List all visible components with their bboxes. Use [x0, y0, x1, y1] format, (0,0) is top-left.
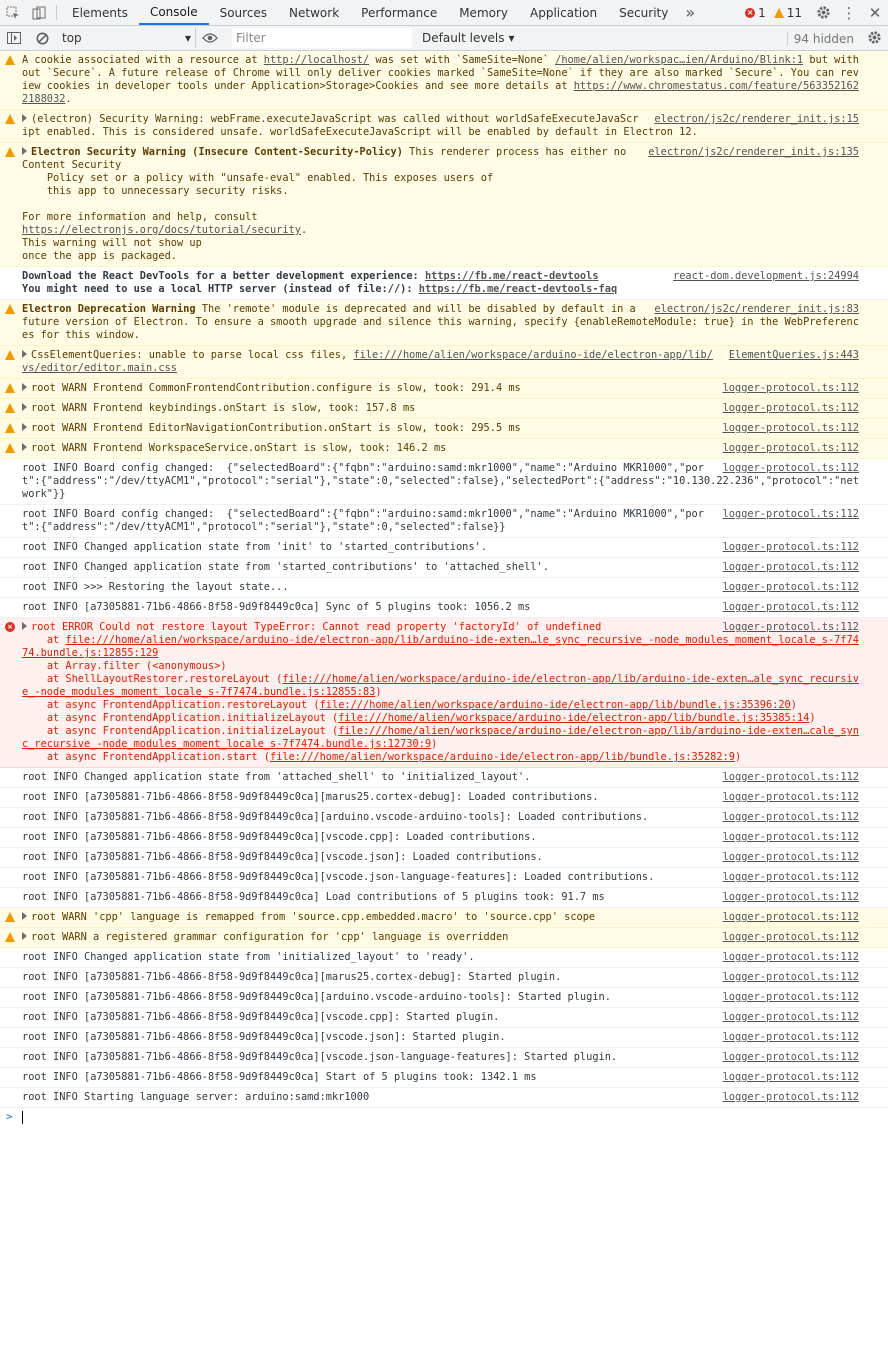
filter-input[interactable]: [232, 28, 412, 48]
console-message-warn: [0, 300, 888, 346]
message-text: root INFO [a7305881-71b6-4866-8f58-9d9f8449c0ca] Sync of 5 plugins took: 1056.2 ms: [22, 601, 531, 613]
message-source-link[interactable]: logger-protocol.ts:112: [722, 971, 859, 983]
console-message-warn: [0, 419, 888, 439]
execution-context-label: top: [62, 31, 82, 45]
warning-icon: [5, 147, 15, 157]
message-text: root INFO Board config changed: {"selectedBoard":{"fqbn":"arduino:samd:mkr1000","name":"Arduino MKR1000","port":{"address":"/dev/ttyACM1","protocol":"serial"},"state":0,"selected":false}}: [22, 508, 704, 533]
message-link[interactable]: file:///home/alien/workspace/arduino-ide/electron-app/lib/bundle.js:35385:14: [338, 712, 810, 724]
message-text: .: [65, 93, 72, 105]
console-message-info: [0, 888, 888, 908]
message-source-link[interactable]: logger-protocol.ts:112: [722, 891, 859, 903]
message-source-link[interactable]: logger-protocol.ts:112: [722, 951, 859, 963]
sidebar-toggle-icon[interactable]: [0, 26, 28, 51]
tab-sources[interactable]: Sources: [219, 5, 268, 20]
error-icon: ×: [746, 7, 754, 17]
message-text: root INFO [a7305881-71b6-4866-8f58-9d9f8449c0ca][vscode.json-language-features]: Started plugin.: [22, 1051, 618, 1063]
message-source-link[interactable]: logger-protocol.ts:112: [722, 508, 859, 520]
console-message-warn: [0, 346, 888, 379]
toolbar-divider: [56, 5, 57, 20]
message-link[interactable]: file:///home/alien/workspace/arduino-ide/electron-app/lib/arduino-ide-exten…le_sync_recursive_-node_modules_moment_locale_s-7f7474.bundle.js:12855:129: [22, 634, 859, 659]
expand-triangle-icon[interactable]: [22, 932, 27, 940]
warning-icon: [5, 350, 15, 360]
dropdown-arrow-icon: ▾: [184, 31, 191, 45]
tab-console[interactable]: Console: [139, 0, 209, 25]
kebab-menu-icon[interactable]: ⋮: [841, 3, 857, 22]
clear-console-icon[interactable]: [28, 26, 56, 51]
warning-icon: [5, 383, 15, 393]
expand-triangle-icon[interactable]: [22, 443, 27, 451]
warning-count: 11: [786, 5, 802, 20]
console-message-info: [0, 988, 888, 1008]
warning-icon: [5, 443, 15, 453]
message-source-link[interactable]: logger-protocol.ts:112: [722, 811, 859, 823]
message-source-link[interactable]: logger-protocol.ts:112: [722, 382, 859, 394]
message-text: root INFO [a7305881-71b6-4866-8f58-9d9f8449c0ca][marus25.cortex-debug]: Started plugin.: [22, 971, 562, 983]
message-text: root WARN 'cpp' language is remapped from 'source.cpp.embedded.macro' to 'source.cpp' scope: [31, 911, 596, 923]
message-source-link[interactable]: electron/js2c/renderer_init.js:135: [648, 146, 859, 158]
message-link[interactable]: file:///home/alien/workspace/arduino-ide/electron-app/lib/arduino-ide-exten…ale_sync_recursive_-node_modules_moment_locale_s-7f7474.bundle.js:12855:83: [22, 673, 859, 698]
message-text: Electron Deprecation Warning: [22, 303, 196, 315]
message-source-link[interactable]: logger-protocol.ts:112: [722, 561, 859, 573]
console-message-info: [0, 598, 888, 618]
console-message-info: [0, 1008, 888, 1028]
tab-elements[interactable]: Elements: [72, 5, 128, 20]
message-text: root WARN Frontend CommonFrontendContribution.configure is slow, took: 291.4 ms: [31, 382, 521, 394]
message-text: ) at async FrontendApplication.restoreLayout (: [46, 686, 382, 711]
console-message-info: [0, 968, 888, 988]
message-text: You might need to use a local HTTP server (instead of file://):: [22, 283, 413, 295]
warning-icon: [5, 932, 15, 942]
message-text: ) at async FrontendApplication.start (: [46, 738, 438, 763]
inspect-element-icon[interactable]: [0, 0, 26, 25]
message-text: root INFO [a7305881-71b6-4866-8f58-9d9f8449c0ca][vscode.cpp]: Loaded contributions.: [22, 831, 537, 843]
error-counter[interactable]: [745, 6, 766, 20]
message-text: root INFO Board config changed: {"selectedBoard":{"fqbn":"arduino:samd:mkr1000","name":"Arduino MKR1000","port":{"address":"/dev/ttyACM1","protocol":"serial"},"state":0,"selected":false},"selectedPort":{"address":"10.130.22.236","protocol":"network"}}: [22, 462, 859, 500]
message-text: root INFO [a7305881-71b6-4866-8f58-9d9f8449c0ca][vscode.json-language-features]: Loaded contributions.: [22, 871, 655, 883]
console-message-info: [0, 808, 888, 828]
console-message-info: [0, 1088, 888, 1108]
error-count: 1: [758, 5, 766, 20]
console-message-info: [0, 868, 888, 888]
message-text: root WARN Frontend keybindings.onStart is slow, took: 157.8 ms: [31, 402, 416, 414]
devtools-tabbar: [0, 0, 888, 26]
console-message-info: [0, 1068, 888, 1088]
message-text: root INFO >>> Restoring the layout state...: [22, 581, 289, 593]
message-source-link[interactable]: logger-protocol.ts:112: [722, 1071, 859, 1083]
console-message-info: [0, 267, 888, 300]
warning-icon: [5, 304, 15, 314]
console-message-warn: [0, 379, 888, 399]
console-message-info: [0, 848, 888, 868]
message-text: root INFO [a7305881-71b6-4866-8f58-9d9f8449c0ca][vscode.cpp]: Started plugin.: [22, 1011, 500, 1023]
console-message-info: [0, 1028, 888, 1048]
console-message-warn: [0, 928, 888, 948]
message-source-link[interactable]: logger-protocol.ts:112: [722, 1051, 859, 1063]
console-message-info: [0, 948, 888, 968]
message-link[interactable]: file:///home/alien/workspace/arduino-ide/electron-app/lib/vs/editor/editor.main.css: [22, 349, 713, 374]
tab-security[interactable]: Security: [619, 5, 669, 20]
expand-triangle-icon[interactable]: [22, 403, 27, 411]
message-link[interactable]: http://localhost/: [263, 54, 370, 66]
console-message-warn: [0, 51, 888, 110]
tab-memory[interactable]: Memory: [459, 5, 509, 20]
console-message-warn: [0, 143, 888, 267]
message-text: root ERROR Could not restore layout TypeError: Cannot read property 'factoryId' of undefined at: [31, 621, 602, 646]
message-text: root INFO Starting language server: arduino:samd:mkr1000: [22, 1091, 370, 1103]
live-expression-eye-icon[interactable]: [196, 26, 224, 51]
message-text: at Array.filter (<anonymous>) at ShellLayoutRestorer.restoreLayout (: [46, 660, 283, 685]
message-text: root INFO Changed application state from 'init' to 'started_contributions'.: [22, 541, 487, 553]
message-source-link[interactable]: logger-protocol.ts:112: [722, 1031, 859, 1043]
console-message-info: [0, 768, 888, 788]
message-source-link[interactable]: electron/js2c/renderer_init.js:83: [654, 303, 859, 315]
warning-icon: [5, 423, 15, 433]
log-levels-label: Default levels: [422, 31, 505, 45]
message-text: root INFO [a7305881-71b6-4866-8f58-9d9f8449c0ca][arduino.vscode-arduino-tools]: Started plugin.: [22, 991, 611, 1003]
message-source-link[interactable]: logger-protocol.ts:112: [722, 422, 859, 434]
close-icon[interactable]: ✕: [868, 3, 882, 22]
message-text: CssElementQueries: unable to parse local css files,: [31, 349, 354, 361]
message-source-link[interactable]: react-dom.development.js:24994: [673, 270, 859, 282]
message-link[interactable]: file:///home/alien/workspace/arduino-ide/electron-app/lib/arduino-ide-exten…cale_sync_recursive_-node_modules_moment_locale_s-7f7474.bundle.js:12730:9: [22, 725, 859, 750]
expand-triangle-icon[interactable]: [22, 383, 27, 391]
message-text: root INFO [a7305881-71b6-4866-8f58-9d9f8449c0ca] Load contributions of 5 plugins took: 91.7 ms: [22, 891, 605, 903]
message-text: (electron) Security Warning: webFrame.executeJavaScript was called without worldSafeExecuteJavaScript enabled. This is considered unsafe. worldSafeExecuteJavaScript will be enabled by default in Electron 12.: [22, 113, 698, 138]
warning-icon: [5, 55, 15, 65]
expand-triangle-icon[interactable]: [22, 622, 27, 630]
message-text: root WARN Frontend EditorNavigationContribution.onStart is slow, took: 295.5 ms: [31, 422, 521, 434]
console-message-error: [0, 618, 888, 768]
message-source-link[interactable]: logger-protocol.ts:112: [722, 601, 859, 613]
message-source-link[interactable]: logger-protocol.ts:112: [722, 462, 859, 474]
console-message-info: [0, 505, 888, 538]
message-text: Download the React DevTools for a better development experience:: [22, 270, 425, 282]
console-messages: [0, 51, 888, 1108]
expand-triangle-icon[interactable]: [22, 147, 27, 155]
console-message-info: [0, 578, 888, 598]
tab-network[interactable]: Network: [289, 5, 340, 20]
settings-gear-icon[interactable]: [810, 5, 836, 20]
message-link[interactable]: https://www.chromestatus.com/feature/5633521622188032: [22, 80, 859, 105]
message-source-link[interactable]: logger-protocol.ts:112: [722, 771, 859, 783]
console-prompt[interactable]: [0, 1108, 888, 1128]
message-link[interactable]: https://electronjs.org/docs/tutorial/security: [22, 224, 301, 236]
message-source-link[interactable]: logger-protocol.ts:112: [722, 621, 859, 633]
device-toolbar-icon[interactable]: [26, 0, 52, 25]
message-source-link[interactable]: ElementQueries.js:443: [728, 349, 859, 361]
message-source-link[interactable]: logger-protocol.ts:112: [722, 1091, 859, 1103]
prompt-chevron-icon: >: [6, 1110, 13, 1123]
log-levels-dropdown[interactable]: [422, 31, 514, 45]
message-text: root INFO Changed application state from 'attached_shell' to 'initialized_layout'.: [22, 771, 531, 783]
message-source-link[interactable]: logger-protocol.ts:112: [722, 931, 859, 943]
message-text: ) at async FrontendApplication.initializeLayout (: [46, 699, 797, 724]
console-settings-gear-icon[interactable]: [867, 30, 882, 48]
console-message-warn: [0, 439, 888, 459]
console-message-warn: [0, 908, 888, 928]
message-text: A cookie associated with a resource at: [22, 54, 264, 66]
message-link[interactable]: https://fb.me/react-devtools: [424, 270, 599, 282]
hidden-messages-count: 94 hidden: [787, 32, 854, 46]
message-text: was set with `SameSite=None`: [369, 54, 556, 66]
console-message-info: [0, 828, 888, 848]
tab-performance[interactable]: Performance: [361, 5, 438, 20]
console-message-info: [0, 459, 888, 505]
console-message-info: [0, 538, 888, 558]
message-text: root INFO [a7305881-71b6-4866-8f58-9d9f8449c0ca][vscode.json]: Started plugin.: [22, 1031, 506, 1043]
message-text: but without `Secure`. A future release of Chrome will only deliver cookies marked `SameSite=None` if they are also marked `Secure`. You can review cookies in developer tools under Application>Storage>Cookies and see more details at: [22, 54, 859, 92]
message-link[interactable]: file:///home/alien/workspace/arduino-ide/electron-app/lib/bundle.js:35282:9: [270, 751, 735, 763]
warning-icon: [774, 8, 784, 18]
message-source-link[interactable]: logger-protocol.ts:112: [722, 402, 859, 414]
message-link[interactable]: file:///home/alien/workspace/arduino-ide/electron-app/lib/bundle.js:35396:20: [319, 699, 791, 711]
message-text: root WARN Frontend WorkspaceService.onStart is slow, took: 146.2 ms: [31, 442, 447, 454]
message-source-link[interactable]: logger-protocol.ts:112: [722, 831, 859, 843]
warning-icon: [5, 912, 15, 922]
message-text: . This warning will not show up once the app is packaged.: [22, 224, 308, 262]
message-text: root INFO Changed application state from 'started_contributions' to 'attached_shell'.: [22, 561, 549, 573]
console-message-warn: [0, 110, 888, 143]
message-text: root INFO [a7305881-71b6-4866-8f58-9d9f8449c0ca][arduino.vscode-arduino-tools]: Loaded contributions.: [22, 811, 649, 823]
tab-application[interactable]: Application: [530, 5, 598, 20]
message-text: The 'remote' module is deprecated and will be disabled by default in a future version of Electron. To ensure a smooth upgrade and silence this warning, specify {enableRemoteModule: true} in the WebPreferences for this window.: [22, 303, 859, 341]
message-text: root INFO [a7305881-71b6-4866-8f58-9d9f8449c0ca] Start of 5 plugins took: 1342.1 ms: [22, 1071, 537, 1083]
message-text: This renderer process has either no Content Security Policy set or a policy with "unsafe-eval" enabled. This exposes users of this app to unnecessary security risks. For more information and help, consult: [22, 146, 627, 223]
message-text: root INFO [a7305881-71b6-4866-8f58-9d9f8449c0ca][marus25.cortex-debug]: Loaded contributions.: [22, 791, 599, 803]
execution-context-select[interactable]: [56, 28, 196, 48]
message-source-link[interactable]: logger-protocol.ts:112: [722, 1011, 859, 1023]
warning-counter[interactable]: [774, 6, 802, 20]
message-source-link[interactable]: logger-protocol.ts:112: [722, 911, 859, 923]
message-source-link[interactable]: electron/js2c/renderer_init.js:15: [654, 113, 859, 125]
console-message-warn: [0, 399, 888, 419]
message-link[interactable]: https://fb.me/react-devtools-faq: [418, 283, 618, 295]
message-source-link[interactable]: logger-protocol.ts:112: [722, 871, 859, 883]
expand-triangle-icon[interactable]: [22, 350, 27, 358]
console-message-info: [0, 1048, 888, 1068]
dropdown-arrow-icon: ▾: [508, 31, 515, 45]
console-message-info: [0, 558, 888, 578]
message-text: Electron Security Warning (Insecure Content-Security-Policy): [31, 146, 403, 158]
message-source-link[interactable]: logger-protocol.ts:112: [722, 991, 859, 1003]
message-text: ): [734, 751, 742, 763]
console-toolbar: [0, 26, 888, 51]
message-text: ) at async FrontendApplication.initializeLayout (: [46, 712, 816, 737]
message-text: root WARN a registered grammar configuration for 'cpp' language is overridden: [31, 931, 509, 943]
warning-icon: [5, 114, 15, 124]
warning-icon: [5, 403, 15, 413]
message-text: root INFO Changed application state from 'initialized_layout' to 'ready'.: [22, 951, 475, 963]
error-icon: ×: [5, 622, 15, 632]
more-tabs-button[interactable]: »: [685, 3, 696, 22]
message-text: root INFO [a7305881-71b6-4866-8f58-9d9f8449c0ca][vscode.json]: Loaded contributions.: [22, 851, 543, 863]
prompt-caret: [22, 1111, 23, 1124]
message-source-link[interactable]: logger-protocol.ts:112: [722, 581, 859, 593]
console-message-info: [0, 788, 888, 808]
expand-triangle-icon[interactable]: [22, 114, 27, 122]
message-source-link[interactable]: logger-protocol.ts:112: [722, 791, 859, 803]
expand-triangle-icon[interactable]: [22, 912, 27, 920]
message-source-link[interactable]: logger-protocol.ts:112: [722, 442, 859, 454]
message-source-link[interactable]: logger-protocol.ts:112: [722, 541, 859, 553]
message-link[interactable]: /home/alien/workspac…ien/Arduino/Blink:1: [555, 54, 804, 66]
message-source-link[interactable]: logger-protocol.ts:112: [722, 851, 859, 863]
expand-triangle-icon[interactable]: [22, 423, 27, 431]
